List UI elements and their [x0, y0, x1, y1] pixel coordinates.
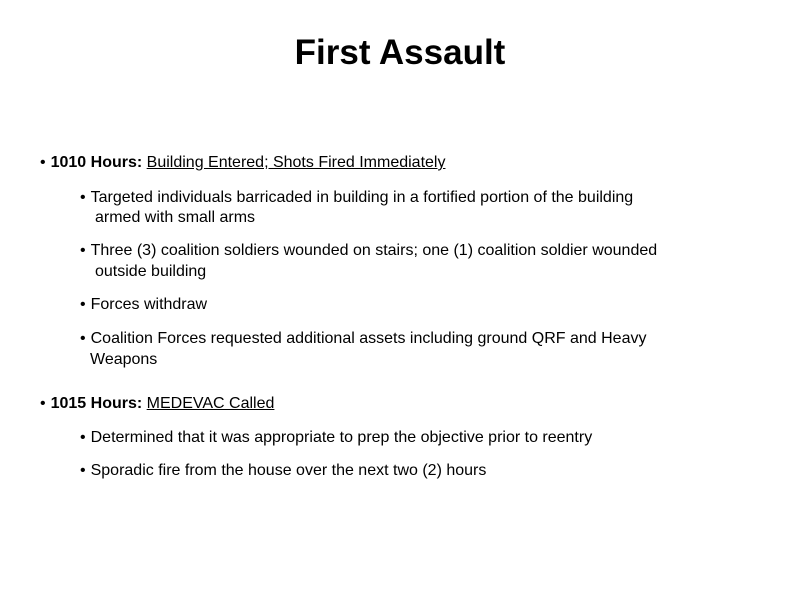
sub-bullet-sporadic-fire [80, 461, 486, 481]
sub-bullet-text: Determined that it was appropriate to prep the objective prior to reentry [90, 429, 593, 446]
bullet-1015-hours [40, 394, 274, 414]
sub-bullet-soldiers-wounded [80, 241, 657, 261]
sub-bullet-text: Coalition Forces requested additional assets including ground QRF and Heavy [90, 330, 647, 347]
bullet-dot: • [80, 429, 86, 446]
bullet-detail: Building Entered; Shots Fired Immediately [146, 154, 446, 171]
bullet-detail: MEDEVAC Called [146, 395, 275, 412]
bullet-dot: • [80, 330, 86, 347]
bullet-heading: 1015 Hours: [50, 395, 143, 412]
bullet-dot: • [80, 462, 86, 479]
sub-bullet-continuation: armed with small arms [95, 209, 256, 226]
sub-bullet-text: Three (3) coalition soldiers wounded on stairs; one (1) coalition soldier wounded [90, 242, 658, 259]
sub-bullet-text: Sporadic fire from the house over the next two (2) hours [90, 462, 487, 479]
sub-bullet-text: Forces withdraw [90, 296, 208, 313]
sub-bullet-text: Targeted individuals barricaded in building in a fortified portion of the building [90, 189, 634, 206]
sub-bullet-continuation: Weapons [90, 351, 158, 368]
bullet-1010-hours [40, 153, 445, 173]
bullet-dot: • [40, 154, 46, 171]
sub-bullet-targeted-individuals [80, 188, 633, 208]
sub-bullet-additional-assets [80, 329, 646, 349]
bullet-heading: 1010 Hours: [50, 154, 143, 171]
sub-bullet-continuation: outside building [95, 263, 207, 280]
sub-bullet-forces-withdraw [80, 295, 207, 315]
bullet-dot: • [80, 296, 86, 313]
bullet-dot: • [40, 395, 46, 412]
sub-bullet-prep-objective [80, 428, 592, 448]
bullet-dot: • [80, 242, 86, 259]
bullet-dot: • [80, 189, 86, 206]
slide-title: First Assault [294, 33, 506, 72]
